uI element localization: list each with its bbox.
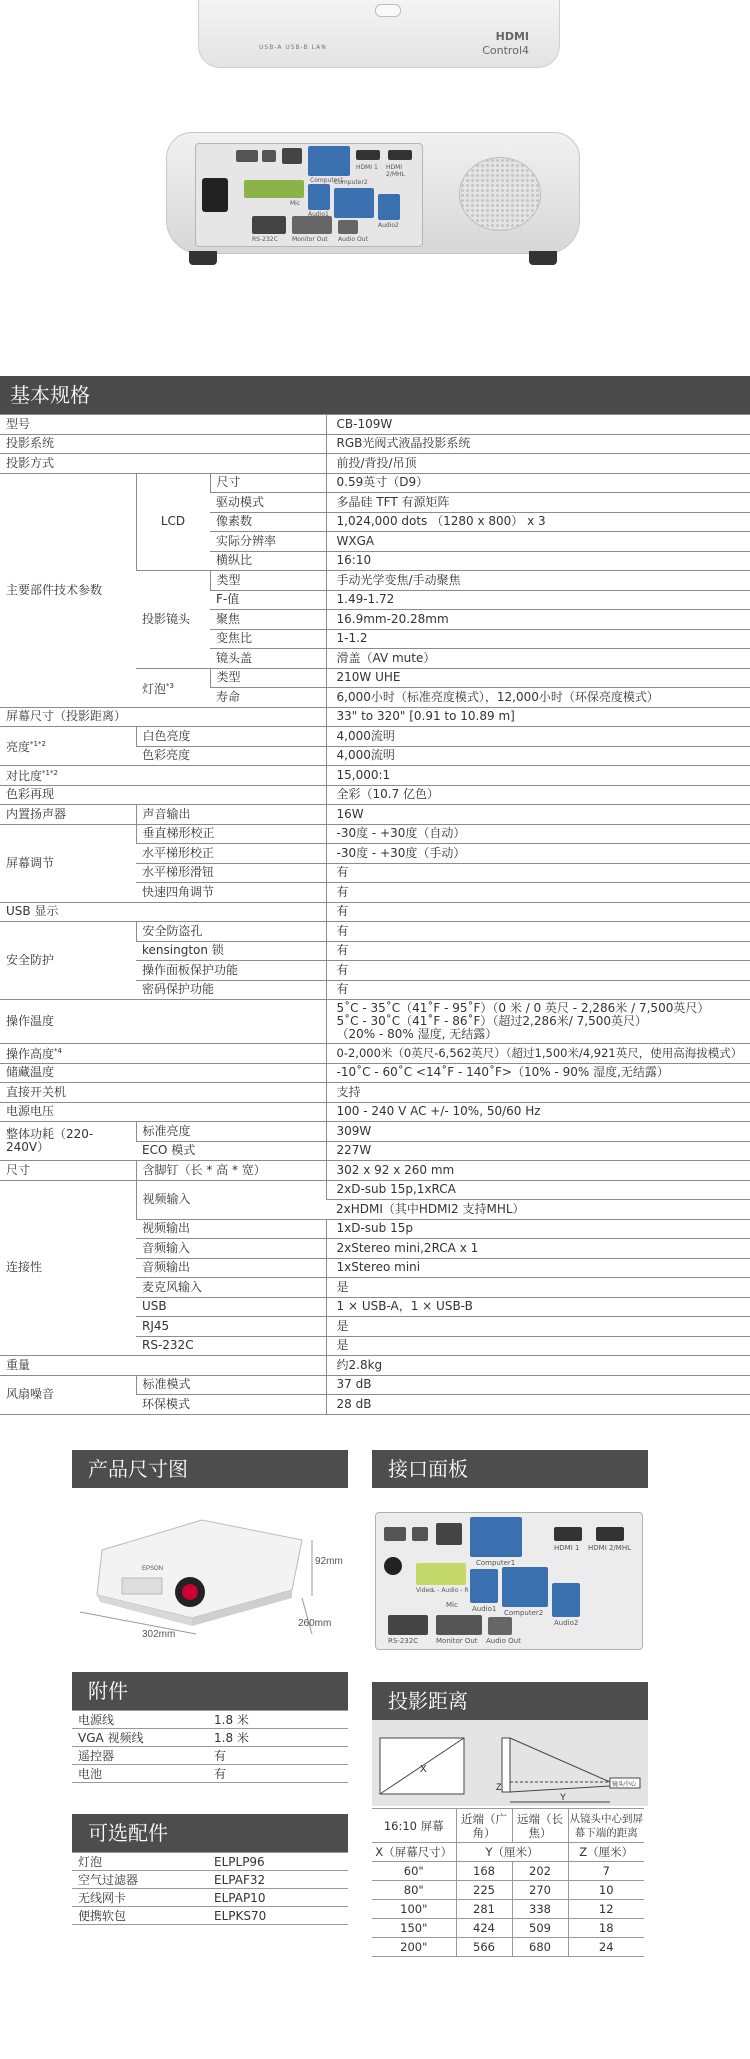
table-row — [0, 1180, 750, 1200]
usb-b-port-icon — [262, 150, 276, 162]
accessories-title: 附件 — [72, 1672, 348, 1710]
audio-out-port-icon — [488, 1617, 512, 1635]
interface-panel-image — [375, 1512, 643, 1650]
spec-value: 4,000流明 — [326, 727, 750, 747]
right-foot — [529, 251, 557, 265]
table-cell: 7 — [568, 1862, 644, 1881]
dim-height-label: 92mm — [315, 1556, 343, 1567]
table-cell: 270 — [512, 1881, 568, 1900]
table-cell: Y（厘米） — [456, 1843, 568, 1862]
spec-value: 有 — [326, 883, 750, 903]
left-foot — [189, 251, 217, 265]
table-cell: 509 — [512, 1919, 568, 1938]
dimensions-illustration — [72, 1500, 348, 1640]
spec-label: 像素数 — [210, 512, 326, 532]
table-cell: 202 — [512, 1862, 568, 1881]
spec-label: USB 显示 — [0, 902, 326, 922]
spec-value: 多晶硅 TFT 有源矩阵 — [326, 493, 750, 513]
spec-value: 1.49-1.72 — [326, 590, 750, 610]
spec-value: -10˚C - 60˚C <14˚F - 140˚F>（10% - 90% 湿度,无结露） — [326, 1063, 750, 1083]
spec-group-label: 屏幕调节 — [0, 824, 136, 902]
table-row — [372, 1809, 644, 1843]
spec-value: 有 — [326, 961, 750, 981]
spec-value: 1 × USB-A，1 × USB-B — [326, 1297, 750, 1317]
table-row — [372, 1900, 644, 1919]
spec-label: 环保模式 — [136, 1395, 326, 1415]
spec-label: 音频输出 — [136, 1258, 326, 1278]
table-cell: 338 — [512, 1900, 568, 1919]
spec-group-label: 整体功耗（220-240V） — [0, 1122, 136, 1161]
diagram-z-label: Z — [496, 1782, 502, 1792]
table-cell: 60" — [372, 1862, 456, 1881]
spec-label: 型号 — [0, 415, 326, 435]
spec-value: 手动光学变焦/手动聚焦 — [326, 571, 750, 591]
lan-port-icon — [436, 1523, 462, 1545]
iface-label-audio-lr: L - Audio - R — [432, 1587, 469, 1594]
table-row — [0, 415, 750, 435]
spec-value: 210W UHE — [326, 668, 750, 688]
spec-value: 有 — [326, 980, 750, 1000]
spec-value: 16:10 — [326, 551, 750, 571]
spec-value: 100 - 240 V AC +/- 10%, 50/60 Hz — [326, 1102, 750, 1122]
table-row — [0, 727, 750, 747]
spec-label: 变焦比 — [210, 629, 326, 649]
spec-group-label: 尺寸 — [0, 1161, 136, 1181]
distance-diagram — [372, 1720, 648, 1806]
control4-logo: Control4 — [482, 44, 529, 57]
table-row — [72, 1711, 348, 1729]
table-cell: 100" — [372, 1900, 456, 1919]
dim-depth-label: 260mm — [298, 1618, 332, 1629]
spec-label: 聚焦 — [210, 610, 326, 630]
table-cell: 168 — [456, 1862, 512, 1881]
diagram-y-label: Y — [560, 1792, 567, 1802]
table-cell: 电源线 — [72, 1711, 208, 1729]
iface-label-mic: Mic — [446, 1601, 458, 1609]
spec-label: F-值 — [210, 590, 326, 610]
table-row — [0, 1102, 750, 1122]
distance-title: 投影距离 — [372, 1682, 648, 1720]
spec-label: kensington 锁 — [136, 941, 326, 961]
spec-value: 支持 — [326, 1083, 750, 1103]
spec-section-title: 基本规格 — [0, 376, 750, 414]
spec-group-label: 风扇噪音 — [0, 1375, 136, 1414]
table-row — [72, 1765, 348, 1783]
table-cell: 281 — [456, 1900, 512, 1919]
spec-value: 33" to 320" [0.91 to 10.89 m] — [326, 707, 750, 727]
table-cell: 电池 — [72, 1765, 208, 1783]
spec-value: 前投/背投/吊顶 — [326, 454, 750, 474]
label-audio-out: Audio Out — [338, 236, 368, 243]
label-rs232c: RS-232C — [252, 236, 278, 243]
spec-value: 约2.8kg — [326, 1356, 750, 1376]
spec-value: 5˚C - 35˚C（41˚F - 95˚F）（0 米 / 0 英尺 - 2,286米 / 7,500英尺） 5˚C - 30˚C（41˚F - 86˚F）（超过2,286米/ 7,500英尺） （20% - 80% 湿度, 无结露） — [326, 1000, 750, 1044]
spec-label: 白色亮度 — [136, 727, 326, 747]
spec-label: 投影系统 — [0, 434, 326, 454]
hdmi1-port-icon — [356, 150, 380, 160]
label-audio2: Audio2 — [378, 222, 399, 229]
table-cell: 16:10 屏幕 — [372, 1809, 456, 1843]
table-row — [0, 1000, 750, 1044]
table-row — [72, 1729, 348, 1747]
spec-label: 操作面板保护功能 — [136, 961, 326, 981]
projector-back-image — [166, 132, 580, 254]
spec-label: 类型 — [210, 571, 326, 591]
rear-port-panel — [195, 143, 423, 247]
table-cell: 近端（广角） — [456, 1809, 512, 1843]
spec-label: 储藏温度 — [0, 1063, 326, 1083]
hdmi1-port-icon — [554, 1527, 582, 1541]
spec-value: 有 — [326, 922, 750, 942]
iface-label-audio1: Audio1 — [472, 1605, 497, 1613]
spec-label: 电源电压 — [0, 1102, 326, 1122]
spec-subgroup-label: LCD — [136, 473, 210, 571]
spec-subgroup-label: 投影镜头 — [136, 571, 210, 669]
lan-port-icon — [282, 148, 302, 164]
spec-value: 4,000流明 — [326, 746, 750, 766]
diagram-x-label: X — [420, 1764, 427, 1775]
spec-group-label: 连接性 — [0, 1180, 136, 1356]
spec-label: 快速四角调节 — [136, 883, 326, 903]
spec-value: 16W — [326, 805, 750, 825]
diagram-lens-label: 镜头中心 — [612, 1781, 637, 1788]
table-row — [0, 766, 750, 786]
spec-group-label: 主要部件技术参数 — [0, 473, 136, 707]
rs232c-port-icon — [252, 216, 286, 234]
spec-value: 0.59英寸（D9） — [326, 473, 750, 493]
table-row — [372, 1919, 644, 1938]
label-hdmi2: HDMI 2/MHL — [386, 164, 405, 178]
table-cell: VGA 视频线 — [72, 1729, 208, 1747]
table-cell: ELPAF32 — [208, 1871, 348, 1889]
table-cell: 1.8 米 — [208, 1711, 348, 1729]
spec-label: RS-232C — [136, 1336, 326, 1356]
table-cell: 1.8 米 — [208, 1729, 348, 1747]
spec-label: 标准亮度 — [136, 1122, 326, 1142]
spec-label: 尺寸 — [210, 473, 326, 493]
accessories-table — [72, 1710, 348, 1783]
kensington-icon — [384, 1557, 402, 1575]
spec-group-label: 安全防护 — [0, 922, 136, 1000]
spec-label: 投影方式 — [0, 454, 326, 474]
table-cell: ELPLP96 — [208, 1853, 348, 1871]
table-cell: 远端（长焦） — [512, 1809, 568, 1843]
table-cell: 遥控器 — [72, 1747, 208, 1765]
label-computer1: Computer1 — [310, 177, 344, 184]
spec-label: RJ45 — [136, 1317, 326, 1337]
spec-label: 水平梯形滑钮 — [136, 863, 326, 883]
spec-value: 有 — [326, 902, 750, 922]
hdmi2-port-icon — [388, 150, 412, 160]
spec-label: 标准模式 — [136, 1375, 326, 1395]
audio1-port-icon — [308, 184, 330, 210]
spec-label: 重量 — [0, 1356, 326, 1376]
top-port-labels: USB-A USB-B LAN — [259, 44, 327, 51]
table-row — [0, 805, 750, 825]
spec-group-label: 内置扬声器 — [0, 805, 136, 825]
table-cell: 灯泡 — [72, 1853, 208, 1871]
iface-label-hdmi1: HDMI 1 — [554, 1544, 580, 1552]
spec-label: 驱动模式 — [210, 493, 326, 513]
spec-label: 安全防盗孔 — [136, 922, 326, 942]
dimensions-title: 产品尺寸图 — [72, 1450, 348, 1488]
spec-label: ECO 模式 — [136, 1141, 326, 1161]
table-cell: 有 — [208, 1765, 348, 1783]
spec-label: 对比度$^{*1*2}$ — [0, 766, 326, 786]
table-row — [0, 454, 750, 474]
hdmi-logo: HDMI — [495, 30, 529, 43]
spec-value: 有 — [326, 941, 750, 961]
spec-label: 视频输入 — [136, 1180, 326, 1219]
table-cell: 680 — [512, 1938, 568, 1957]
table-cell: 无线网卡 — [72, 1889, 208, 1907]
spec-label: 寿命 — [210, 688, 326, 708]
dim-width-label: 302mm — [142, 1629, 176, 1640]
spec-value: 309W — [326, 1122, 750, 1142]
spec-label: 横纵比 — [210, 551, 326, 571]
spec-value: 0-2,000米（0英尺-6,562英尺）（超过1,500米/4,921英尺，使用高海拔模式） — [326, 1044, 750, 1064]
spec-value: 1xD-sub 15p — [326, 1219, 750, 1239]
iface-label-computer1: Computer1 — [476, 1559, 516, 1567]
table-row — [372, 1843, 644, 1862]
spec-value: 28 dB — [326, 1395, 750, 1415]
spec-label: 操作温度 — [0, 1000, 326, 1044]
spec-label: 类型 — [210, 668, 326, 688]
hdmi2-port-icon — [596, 1527, 624, 1541]
spec-value: 37 dB — [326, 1375, 750, 1395]
spec-subgroup-label: 灯泡$^{*3}$ — [136, 668, 210, 707]
table-cell: ELPKS70 — [208, 1907, 348, 1925]
spec-label: 含脚钉（长 * 高 * 宽） — [136, 1161, 326, 1181]
table-row — [372, 1938, 644, 1957]
spec-label: 色彩再现 — [0, 785, 326, 805]
spec-group-label: 亮度$^{*1*2}$ — [0, 727, 136, 766]
label-audio1: Audio1 — [308, 211, 329, 218]
table-row — [72, 1907, 348, 1925]
table-cell: 566 — [456, 1938, 512, 1957]
table-row — [0, 1161, 750, 1181]
table-row — [0, 785, 750, 805]
table-cell: 150" — [372, 1919, 456, 1938]
optional-table — [72, 1852, 348, 1925]
monitor-out-port-icon — [292, 216, 332, 234]
audio2-port-icon — [378, 194, 400, 220]
projector-top-image — [198, 0, 560, 68]
label-mic: Mic — [290, 200, 301, 207]
spec-value: 是 — [326, 1278, 750, 1298]
rs232c-port-icon — [388, 1615, 428, 1635]
table-row — [372, 1881, 644, 1900]
rca-video-port-icon — [244, 180, 304, 198]
table-row — [0, 1375, 750, 1395]
spec-value: 1xStereo mini — [326, 1258, 750, 1278]
table-cell: 80" — [372, 1881, 456, 1900]
computer1-port-icon — [470, 1517, 522, 1557]
distance-table — [372, 1808, 644, 1957]
spec-value: 1,024,000 dots （1280 x 800） x 3 — [326, 512, 750, 532]
monitor-out-port-icon — [436, 1615, 482, 1635]
audio-out-port-icon — [338, 220, 358, 234]
label-hdmi1: HDMI 1 — [356, 164, 378, 171]
table-row — [0, 1044, 750, 1064]
table-cell: ELPAP10 — [208, 1889, 348, 1907]
spec-label: 声音输出 — [136, 805, 326, 825]
table-cell: 空气过滤器 — [72, 1871, 208, 1889]
table-row — [0, 824, 750, 844]
spec-value: 滑盖（AV mute） — [326, 649, 750, 669]
spec-label: 视频输出 — [136, 1219, 326, 1239]
table-row — [0, 902, 750, 922]
spec-label: 镜头盖 — [210, 649, 326, 669]
table-cell: 从镜头中心到屏幕下端的距离 — [568, 1809, 644, 1843]
spec-label: 实际分辨率 — [210, 532, 326, 552]
spec-value: 2xHDMI（其中HDMI2 支持MHL） — [326, 1200, 750, 1220]
table-cell: 18 — [568, 1919, 644, 1938]
table-cell: 便携软包 — [72, 1907, 208, 1925]
rca-ports-icon — [416, 1563, 466, 1585]
computer1-port-icon — [308, 146, 350, 176]
spec-value: 2xStereo mini,2RCA x 1 — [326, 1239, 750, 1259]
iface-label-computer2: Computer2 — [504, 1609, 544, 1617]
table-row — [0, 707, 750, 727]
dim-brand-label: EPSON — [142, 1566, 164, 1572]
optional-title: 可选配件 — [72, 1814, 348, 1852]
table-cell: 12 — [568, 1900, 644, 1919]
spec-value: 2xD-sub 15p,1xRCA — [326, 1180, 750, 1200]
table-cell: 424 — [456, 1919, 512, 1938]
table-row — [372, 1862, 644, 1881]
spec-value: -30度 - +30度（自动） — [326, 824, 750, 844]
interface-title: 接口面板 — [372, 1450, 648, 1488]
table-cell: 有 — [208, 1747, 348, 1765]
power-button-icon — [375, 4, 401, 17]
table-cell: 225 — [456, 1881, 512, 1900]
iface-label-video: Video — [416, 1587, 433, 1594]
spec-value: 全彩（10.7 亿色） — [326, 785, 750, 805]
table-row — [72, 1853, 348, 1871]
spec-value: CB-109W — [326, 415, 750, 435]
spec-label: 直接开关机 — [0, 1083, 326, 1103]
label-computer2: Computer2 — [334, 179, 368, 186]
spec-value: 15,000:1 — [326, 766, 750, 786]
table-cell: 10 — [568, 1881, 644, 1900]
spec-value: RGB光阀式液晶投影系统 — [326, 434, 750, 454]
spec-value: 16.9mm-20.28mm — [326, 610, 750, 630]
computer2-port-icon — [334, 188, 374, 218]
audio1-port-icon — [470, 1569, 498, 1603]
spec-value: WXGA — [326, 532, 750, 552]
table-cell: X（屏幕尺寸） — [372, 1843, 456, 1862]
spec-value: 是 — [326, 1317, 750, 1337]
iface-label-audio-out: Audio Out — [486, 1637, 521, 1645]
table-row — [0, 1122, 750, 1142]
spec-label: 垂直梯形校正 — [136, 824, 326, 844]
spec-label: 水平梯形校正 — [136, 844, 326, 864]
usb-b-port-icon — [412, 1527, 428, 1541]
table-cell: Z（厘米） — [568, 1843, 644, 1862]
iface-label-rs232c: RS-232C — [388, 1637, 419, 1645]
spec-value: 302 x 92 x 260 mm — [326, 1161, 750, 1181]
spec-label: 音频输入 — [136, 1239, 326, 1259]
iface-label-audio2: Audio2 — [554, 1619, 579, 1627]
spec-label: 屏幕尺寸（投影距离） — [0, 707, 326, 727]
table-cell: 24 — [568, 1938, 644, 1957]
spec-label: 麦克风输入 — [136, 1278, 326, 1298]
spec-value: 有 — [326, 863, 750, 883]
usb-port-icon — [384, 1527, 406, 1541]
iface-label-monitor-out: Monitor Out — [436, 1637, 478, 1645]
table-row — [72, 1889, 348, 1907]
iface-label-hdmi2: HDMI 2/MHL — [588, 1544, 631, 1552]
table-row — [72, 1871, 348, 1889]
computer2-port-icon — [502, 1567, 548, 1607]
table-row — [0, 473, 750, 493]
table-row — [0, 1083, 750, 1103]
table-row — [72, 1747, 348, 1765]
spec-value: 是 — [326, 1336, 750, 1356]
usb-port-icon — [236, 150, 258, 162]
table-row — [0, 922, 750, 942]
speaker-grille-icon — [459, 157, 541, 231]
table-row — [0, 1063, 750, 1083]
spec-value: -30度 - +30度（手动） — [326, 844, 750, 864]
table-row — [0, 434, 750, 454]
top-brand-labels — [482, 30, 529, 58]
spec-label: USB — [136, 1297, 326, 1317]
spec-value: 1-1.2 — [326, 629, 750, 649]
spec-table — [0, 414, 750, 1415]
table-cell: 200" — [372, 1938, 456, 1957]
audio2-port-icon — [552, 1583, 580, 1617]
spec-value: 6,000小时（标准亮度模式），12,000小时（环保亮度模式） — [326, 688, 750, 708]
spec-label: 密码保护功能 — [136, 980, 326, 1000]
table-row — [0, 1356, 750, 1376]
spec-label: 操作高度$^{*4}$ — [0, 1044, 326, 1064]
spec-label: 色彩亮度 — [136, 746, 326, 766]
spec-value: 227W — [326, 1141, 750, 1161]
label-monitor-out: Monitor Out — [292, 236, 328, 243]
power-socket-icon — [202, 178, 228, 212]
